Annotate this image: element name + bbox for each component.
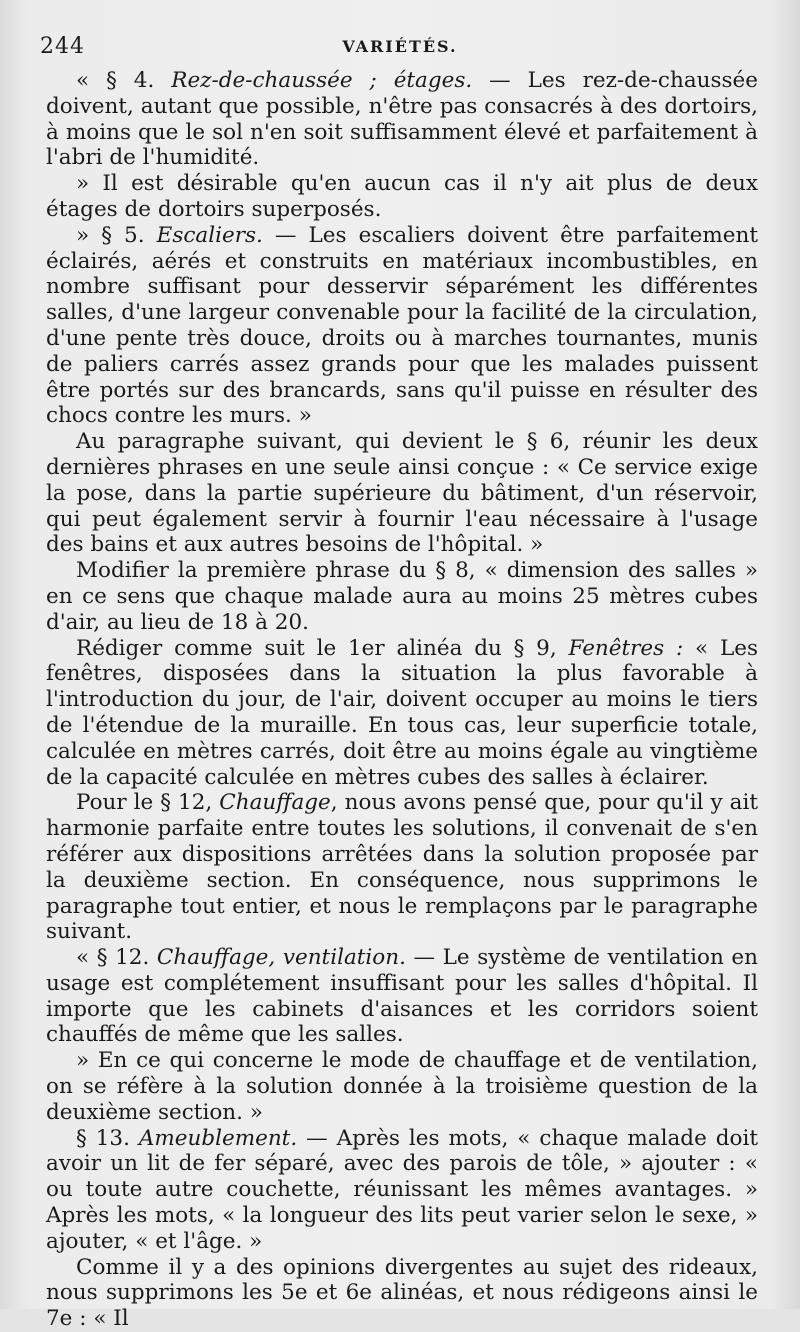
page-number: 244 — [40, 34, 85, 59]
paragraph — [46, 790, 758, 945]
page-header — [40, 34, 760, 60]
paragraph-text: Modifier la première phrase du § 8, « dimension des salles » en ce sens que chaque malade aura au moins 25 mètres cubes d'air, au lieu de 18 à 20. — [46, 558, 758, 635]
paragraph-lead: » § 5. — [76, 222, 157, 248]
paragraph-text: — Les escaliers doivent être parfaitement éclairés, aérés et construits en matériaux incombustibles, en nombre suffisant pour desservir séparément les différentes salles, d'une largeur convenable pour la facilité de la circulation, d'une pente très douce, droits ou à marches tournantes, munis de paliers carrés assez grands pour que les malades puissent être portés sur des brancards, sans qu'il puisse en résulter des chocs contre les murs. » — [46, 222, 758, 429]
paragraph-lead: « § 4. — [76, 68, 172, 93]
paragraph — [46, 945, 758, 1048]
paragraph — [46, 636, 758, 791]
paragraph-title: Chauffage — [219, 790, 331, 816]
paragraph-title: Ameublement. — [138, 1125, 298, 1151]
paragraph-lead: § 13. — [76, 1125, 139, 1151]
paragraph-text: » En ce qui concerne le mode de chauffage et de ventilation, on se réfère à la solution donnée à la troisième question de la deuxième section. » — [46, 1048, 758, 1125]
paragraph — [46, 1048, 758, 1125]
paragraph-title: Rez-de-chaussée ; étages. — [171, 68, 473, 93]
paragraph — [46, 1255, 758, 1332]
paragraph-text: — Après les mots, « chaque malade doit avoir un lit de fer séparé, avec des parois de tôle, » ajouter : « ou toute autre couchette, réunissant les mêmes avantages. » Après les mots, « la longueur des lits peut varier selon le sexe, » ajouter, « et l'âge. » — [46, 1125, 758, 1254]
paragraph-lead: Pour le § 12, — [76, 790, 220, 816]
paragraph — [46, 223, 758, 429]
paragraph-text: — Les rez-de-chaussée doivent, autant que possible, n'être pas consacrés à des dortoirs, à moins que le sol n'en soit suffisamment élevé et parfaitement à l'abri de l'humidité. — [46, 68, 758, 171]
paragraph-text: , nous avons pensé que, pour qu'il y ait harmonie parfaite entre toutes les solutions, il convenait de s'en référer aux dispositions arrêtées dans la solution proposée par la deuxième section. En conséquence, nous supprimons le paragraphe tout entier, et nous le remplaçons par le paragraphe suivant. — [46, 790, 759, 945]
paragraph-text: Au paragraphe suivant, qui devient le § 6, réunir les deux dernières phrases en une seule ainsi conçue : « Ce service exige la pose, dans la partie supérieure du bâtiment, d'un réservoir, qui peut également servir à fournir l'eau nécessaire à l'usage des bains et aux autres besoins de l'hôpital. » — [46, 429, 758, 558]
paragraph — [46, 558, 758, 635]
paragraph-text: » Il est désirable qu'en aucun cas il n'y ait plus de deux étages de dortoirs superposés. — [46, 171, 758, 222]
paragraph-lead: Rédiger comme suit le 1er alinéa du § 9, — [76, 635, 569, 661]
paragraph-title: Fenêtres : — [568, 635, 684, 661]
running-title: VARIÉTÉS. — [342, 37, 458, 56]
body-text — [46, 68, 758, 1332]
paragraph — [46, 68, 758, 171]
paragraph-title: Escaliers. — [156, 222, 263, 248]
paragraph-lead: « § 12. — [76, 945, 157, 971]
paragraph-title: Chauffage, ventilation. — [156, 945, 406, 971]
paragraph — [46, 1126, 758, 1255]
paragraph — [46, 429, 758, 558]
paragraph — [46, 171, 758, 223]
paragraph-text: « Les fenêtres, disposées dans la situation la plus favorable à l'introduction du jour, de l'air, doivent occuper au moins le tiers de l'étendue de la muraille. En tous cas, leur superficie totale, calculée en mètres carrés, doit être au moins égale au vingtième de la capacité calculée en mètres cubes des salles à éclairer. — [46, 635, 758, 790]
paragraph-text: — Le système de ventilation en usage est complétement insuffisant pour les salles d'hôpital. Il importe que les cabinets d'aisances et les corridors soient chauffés de même que les salles. — [46, 945, 758, 1048]
paragraph-text: Comme il y a des opinions divergentes au sujet des rideaux, nous supprimons les 5e et 6e alinéas, et nous rédigeons ainsi le 7e : « Il — [46, 1254, 758, 1332]
